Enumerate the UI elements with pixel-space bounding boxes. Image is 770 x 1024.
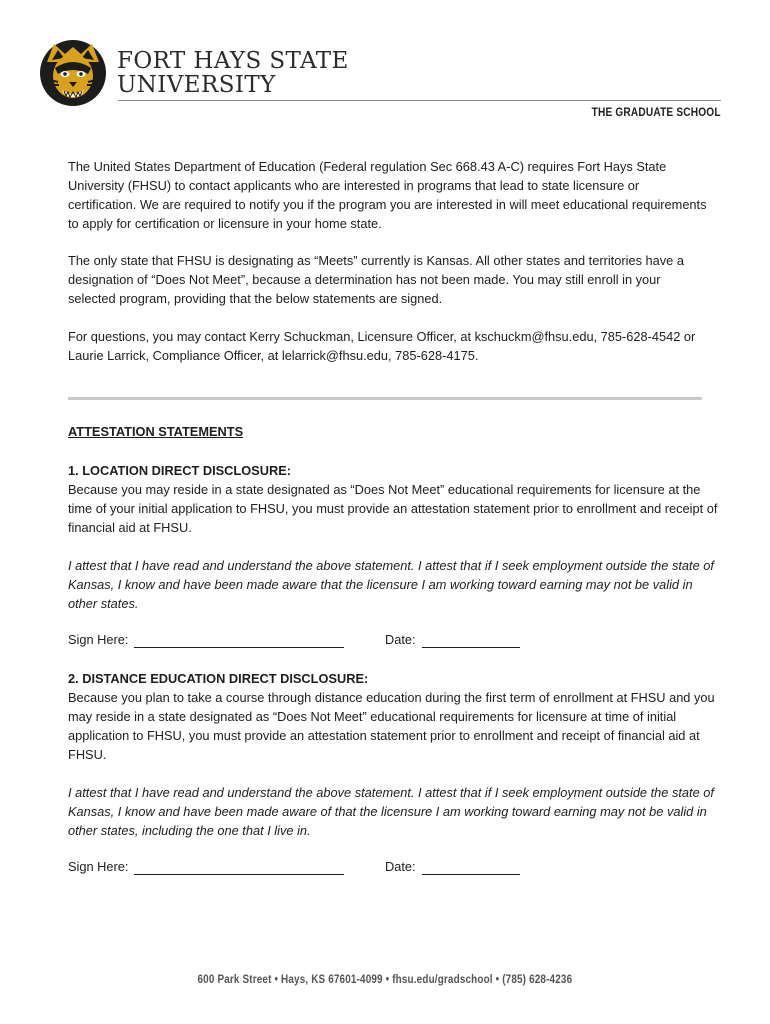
- footer-address-text: 600 Park Street • Hays, KS 67601-4099 • fhsu.edu/gradschool • (785) 628-4236: [197, 974, 573, 986]
- sign-here-label: Sign Here:: [68, 632, 129, 647]
- tiger-head-logo-icon: [38, 38, 108, 108]
- footer-address: [0, 974, 770, 986]
- location-disclosure-heading: 1. LOCATION DIRECT DISCLOSURE:: [68, 463, 292, 478]
- distance-education-body: Because you plan to take a course through distance education during the first term of enrollment at FHSU and you may reside in a state designated as “Does Not Meet” educational requirements for licensure at time of initial application to FHSU, you must provide an attestation statement prior to enrollment and receipt of financial aid at FHSU.: [68, 690, 715, 762]
- distance-education-disclosure: [68, 669, 718, 764]
- location-disclosure: [68, 461, 718, 537]
- university-name-line1: FORT HAYS STATE: [117, 48, 349, 74]
- university-name-line2: UNIVERSITY: [117, 72, 276, 98]
- distance-education-attestation-statement: I attest that I have read and understand the above statement. I attest that if I seek employment outside the state of Kansas, I know and have been made aware of that the licensure I am working toward earning may not be valid in other states, including the one that I live in.: [68, 785, 714, 838]
- date-label: Date:: [385, 632, 416, 647]
- distance-education-heading: 2. DISTANCE EDUCATION DIRECT DISCLOSURE:: [68, 671, 369, 686]
- date-line[interactable]: [422, 874, 520, 875]
- header-rule: [118, 100, 721, 101]
- intro-paragraph-3: For questions, you may contact Kerry Schuckman, Licensure Officer, at kschuckm@fhsu.edu, 785-628-4542 or Laurie Larrick, Compliance Officer, at lelarrick@fhsu.edu, 785-628-4175.: [68, 329, 696, 363]
- distance-education-signature-row: [68, 859, 528, 879]
- sign-here-label: Sign Here:: [68, 859, 129, 874]
- signature-line[interactable]: [134, 647, 344, 648]
- date-line[interactable]: [422, 647, 520, 648]
- intro-paragraph-1: The United States Department of Education (Federal regulation Sec 668.43 A-C) requires Fort Hays State University (FHSU) to contact applicants who are interested in programs that lead to state licensure or certification. We are required to notify you if the program you are interested in will meet educational requirements to apply for certification or licensure in your home state.: [68, 159, 707, 231]
- graduate-school-label: THE GRADUATE SCHOOL: [591, 107, 721, 119]
- signature-line[interactable]: [134, 874, 344, 875]
- university-name: [117, 49, 349, 97]
- location-signature-row: [68, 632, 528, 652]
- intro-paragraph-2: The only state that FHSU is designating as “Meets” currently is Kansas. All other states and territories have a designation of “Does Not Meet”, because a determination has not been made. You may still enroll in your selected program, providing that the below statements are signed.: [68, 253, 684, 306]
- location-disclosure-body: Because you may reside in a state designated as “Does Not Meet” educational requirements for licensure at the time of your initial application to FHSU, you must provide an attestation statement prior to enrollment and receipt of financial aid at FHSU.: [68, 482, 718, 535]
- location-attestation-statement: I attest that I have read and understand the above statement. I attest that if I seek employment outside the state of Kansas, I know and have been made aware that the licensure I am working toward earning may not be valid in other states.: [68, 558, 714, 611]
- section-divider: [68, 397, 702, 400]
- date-label: Date:: [385, 859, 416, 874]
- attestation-title: ATTESTATION STATEMENTS: [68, 424, 244, 439]
